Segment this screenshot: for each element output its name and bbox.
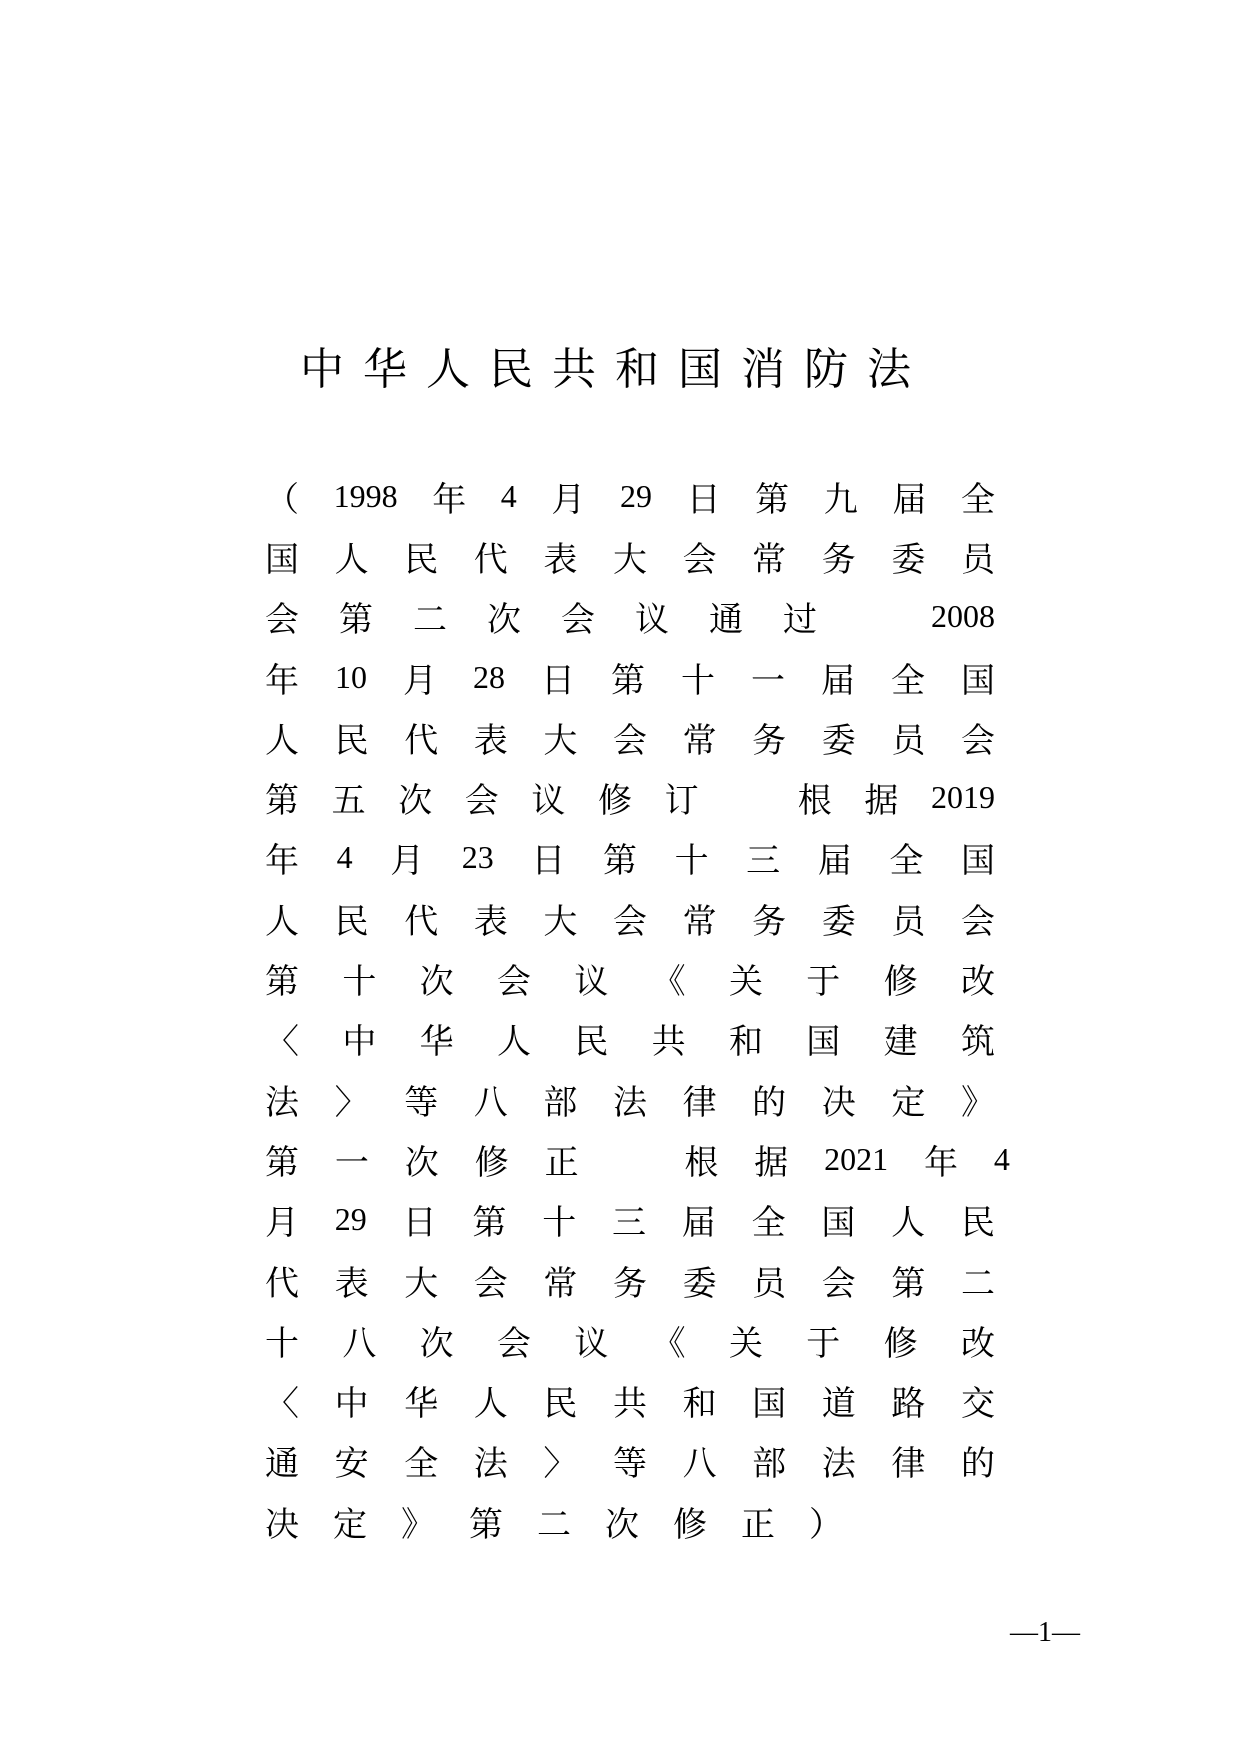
history-token: 法 xyxy=(473,1444,508,1485)
history-token: 次 xyxy=(404,1142,439,1183)
history-token: 和 xyxy=(728,1022,763,1063)
history-token: 国 xyxy=(265,539,299,580)
history-token: 律 xyxy=(891,1444,926,1485)
history-line xyxy=(265,948,995,1008)
history-token: 大 xyxy=(404,1263,439,1304)
history-token: 常 xyxy=(682,901,717,942)
history-token: 交 xyxy=(960,1384,995,1425)
history-token: 23 xyxy=(461,839,494,876)
history-token: 务 xyxy=(752,901,787,942)
history-token: 29 xyxy=(334,1201,367,1238)
history-token: 国 xyxy=(961,660,995,701)
history-token: 十 xyxy=(265,1323,299,1364)
history-token: 〉 xyxy=(334,1082,369,1123)
history-token: 据 xyxy=(754,1142,789,1183)
history-token: 会 xyxy=(612,901,647,942)
history-token: 》 xyxy=(960,1082,995,1123)
history-token: 人 xyxy=(496,1022,531,1063)
history-line xyxy=(265,888,995,948)
history-token: 2021 xyxy=(824,1140,889,1177)
history-token: （ xyxy=(265,479,299,520)
history-token: 10 xyxy=(335,658,367,695)
history-token: 委 xyxy=(821,720,856,761)
history-token: 会 xyxy=(496,962,531,1003)
history-token: 和 xyxy=(682,1384,717,1425)
history-token: 委 xyxy=(682,1263,717,1304)
history-token: 日 xyxy=(531,841,566,882)
history-token: 安 xyxy=(334,1444,369,1485)
history-token: 1998 xyxy=(333,477,398,514)
history-token: 月 xyxy=(265,1203,299,1244)
history-line xyxy=(265,466,995,526)
history-token: 民 xyxy=(404,539,439,580)
history-token: 〈 xyxy=(265,1022,299,1063)
history-token: 人 xyxy=(473,1384,508,1425)
history-line xyxy=(265,1491,995,1551)
history-token: 道 xyxy=(821,1384,856,1425)
history-token: 第 xyxy=(755,479,790,520)
history-token: 第 xyxy=(891,1263,926,1304)
history-token: 日 xyxy=(541,660,575,701)
history-token: 国 xyxy=(752,1384,787,1425)
history-token: 路 xyxy=(891,1384,926,1425)
history-token: 会 xyxy=(682,539,717,580)
history-line xyxy=(265,1190,995,1250)
history-token: 十 xyxy=(542,1203,577,1244)
history-token: 全 xyxy=(891,660,925,701)
history-token: 民 xyxy=(574,1022,609,1063)
history-token: 4 xyxy=(500,477,517,514)
history-token: 等 xyxy=(612,1444,647,1485)
history-line xyxy=(265,647,995,707)
history-line xyxy=(265,828,995,888)
history-token: 全 xyxy=(751,1203,786,1244)
history-token: 会 xyxy=(473,1263,508,1304)
history-token: 八 xyxy=(473,1082,508,1123)
history-token: 代 xyxy=(265,1263,299,1304)
history-token: 日 xyxy=(402,1203,437,1244)
history-token: 29 xyxy=(619,477,652,514)
history-token: 一 xyxy=(751,660,785,701)
history-token: 次 xyxy=(419,962,454,1003)
history-token: 二 xyxy=(537,1504,571,1545)
history-token: 法 xyxy=(612,1082,647,1123)
history-token: 表 xyxy=(473,720,508,761)
history-line xyxy=(265,526,995,586)
history-token: 修 xyxy=(883,1323,918,1364)
history-token: 月 xyxy=(390,841,425,882)
history-token: 律 xyxy=(682,1082,717,1123)
history-token: 共 xyxy=(651,1022,686,1063)
history-token: 国 xyxy=(960,841,995,882)
history-token: 部 xyxy=(752,1444,787,1485)
history-token: 常 xyxy=(543,1263,578,1304)
history-token: 委 xyxy=(891,539,926,580)
history-token: 》 xyxy=(401,1504,435,1545)
history-token: 员 xyxy=(891,901,926,942)
history-token: 华 xyxy=(419,1022,454,1063)
history-token: 华 xyxy=(404,1384,439,1425)
history-token: 改 xyxy=(960,962,995,1003)
history-token: 务 xyxy=(612,1263,647,1304)
history-token: 次 xyxy=(487,600,521,641)
history-token: 民 xyxy=(960,1203,995,1244)
history-token: 务 xyxy=(752,720,787,761)
history-token: 会 xyxy=(464,781,499,822)
history-token: 法 xyxy=(265,1082,299,1123)
history-token: 五 xyxy=(331,781,366,822)
legislative-history xyxy=(265,466,1010,1551)
history-token: 年 xyxy=(265,660,299,701)
history-token: 届 xyxy=(892,479,927,520)
history-token: 4 xyxy=(336,839,353,876)
history-token: 代 xyxy=(404,720,439,761)
history-token: ） xyxy=(809,1504,843,1545)
history-token: 三 xyxy=(611,1203,646,1244)
history-token: 年 xyxy=(265,841,299,882)
history-token: 表 xyxy=(334,1263,369,1304)
history-line xyxy=(265,1310,995,1370)
history-token: 民 xyxy=(334,720,369,761)
history-token: 修 xyxy=(883,962,918,1003)
history-line xyxy=(265,707,995,767)
history-token: 〈 xyxy=(265,1384,299,1425)
history-token: 的 xyxy=(960,1444,995,1485)
history-token: 全 xyxy=(404,1444,439,1485)
history-token: 于 xyxy=(806,962,841,1003)
history-token: 《 xyxy=(651,962,686,1003)
history-token: 二 xyxy=(413,600,447,641)
history-token: 第 xyxy=(339,600,373,641)
history-token: 据 xyxy=(864,781,899,822)
history-line xyxy=(265,1370,995,1430)
history-token: 八 xyxy=(682,1444,717,1485)
history-token: 4 xyxy=(993,1140,1010,1177)
history-token: 第 xyxy=(602,841,637,882)
history-line xyxy=(265,1009,995,1069)
history-token: 根 xyxy=(797,781,832,822)
history-token: 国 xyxy=(821,1203,856,1244)
history-token: 议 xyxy=(574,1323,609,1364)
history-token: 法 xyxy=(821,1444,856,1485)
history-token: 表 xyxy=(473,901,508,942)
history-token: 通 xyxy=(709,600,743,641)
history-token: 大 xyxy=(543,901,578,942)
history-token: 大 xyxy=(612,539,647,580)
history-token: 次 xyxy=(605,1504,639,1545)
history-line xyxy=(265,1129,1010,1189)
history-token: 九 xyxy=(823,479,858,520)
history-token: 通 xyxy=(265,1444,299,1485)
history-token: 第 xyxy=(265,962,299,1003)
history-token: 建 xyxy=(883,1022,918,1063)
history-token: 决 xyxy=(265,1504,299,1545)
history-token: 的 xyxy=(752,1082,787,1123)
history-token: 务 xyxy=(821,539,856,580)
history-token: 修 xyxy=(474,1142,509,1183)
history-token: 会 xyxy=(265,600,299,641)
history-token: 全 xyxy=(960,479,995,520)
history-token: 《 xyxy=(651,1323,686,1364)
history-token: 届 xyxy=(817,841,852,882)
history-token: 第 xyxy=(611,660,645,701)
history-token: 八 xyxy=(342,1323,377,1364)
history-token: 关 xyxy=(728,962,763,1003)
history-token: 届 xyxy=(821,660,855,701)
history-token: 第 xyxy=(469,1504,503,1545)
history-token: 定 xyxy=(333,1504,367,1545)
history-token: 根 xyxy=(684,1142,719,1183)
history-token: 修 xyxy=(597,781,632,822)
history-token: 筑 xyxy=(960,1022,995,1063)
history-token: 人 xyxy=(265,720,299,761)
history-token: 十 xyxy=(681,660,715,701)
history-token: 一 xyxy=(334,1142,369,1183)
history-token: 会 xyxy=(821,1263,856,1304)
history-token: 中 xyxy=(334,1384,369,1425)
history-token: 会 xyxy=(561,600,595,641)
history-token: 代 xyxy=(404,901,439,942)
history-token: 决 xyxy=(821,1082,856,1123)
history-token: 中 xyxy=(342,1022,377,1063)
history-token: 十 xyxy=(674,841,709,882)
history-token: 2008 xyxy=(931,598,995,635)
history-token: 全 xyxy=(889,841,924,882)
history-token: 定 xyxy=(891,1082,926,1123)
history-line xyxy=(265,1250,995,1310)
history-token: 会 xyxy=(960,901,995,942)
history-token: 修 xyxy=(673,1504,707,1545)
history-token: 正 xyxy=(741,1504,775,1545)
history-token: 次 xyxy=(419,1323,454,1364)
document-title: 中华人民共和国消防法 xyxy=(300,344,930,395)
history-token: 第 xyxy=(265,781,299,822)
history-token: 第 xyxy=(265,1142,299,1183)
history-token: 关 xyxy=(728,1323,763,1364)
history-token: 过 xyxy=(783,600,817,641)
history-token: 员 xyxy=(891,720,926,761)
history-token: 年 xyxy=(432,479,467,520)
history-token: 员 xyxy=(960,539,995,580)
history-token: 会 xyxy=(496,1323,531,1364)
history-line xyxy=(265,587,995,647)
history-token: 二 xyxy=(960,1263,995,1304)
history-token: 民 xyxy=(334,901,369,942)
history-token: 议 xyxy=(635,600,669,641)
history-token: 会 xyxy=(612,720,647,761)
history-token: 常 xyxy=(752,539,787,580)
history-token: 委 xyxy=(821,901,856,942)
history-token: 议 xyxy=(531,781,566,822)
history-token: 国 xyxy=(806,1022,841,1063)
history-token: 民 xyxy=(543,1384,578,1425)
history-token: 人 xyxy=(334,539,369,580)
history-token: 会 xyxy=(960,720,995,761)
history-token: 员 xyxy=(752,1263,787,1304)
history-token: 议 xyxy=(574,962,609,1003)
history-token: 月 xyxy=(403,660,437,701)
history-token: 改 xyxy=(960,1323,995,1364)
history-token: 三 xyxy=(746,841,781,882)
history-token: 年 xyxy=(924,1142,959,1183)
history-token: 2019 xyxy=(930,779,995,816)
history-line xyxy=(265,767,995,827)
history-token: 次 xyxy=(398,781,433,822)
history-token: 日 xyxy=(686,479,721,520)
history-token: 部 xyxy=(543,1082,578,1123)
history-token: 届 xyxy=(681,1203,716,1244)
history-token: 共 xyxy=(612,1384,647,1425)
history-token: 于 xyxy=(806,1323,841,1364)
history-token: 常 xyxy=(682,720,717,761)
history-token: 正 xyxy=(544,1142,579,1183)
history-token: 十 xyxy=(342,962,377,1003)
history-token: 大 xyxy=(543,720,578,761)
history-token: 表 xyxy=(543,539,578,580)
history-token: 等 xyxy=(404,1082,439,1123)
history-token: 第 xyxy=(472,1203,507,1244)
history-token: 人 xyxy=(891,1203,926,1244)
history-line xyxy=(265,1431,995,1491)
history-token: 人 xyxy=(265,901,299,942)
history-token: 订 xyxy=(664,781,699,822)
history-token: 〉 xyxy=(543,1444,578,1485)
history-token: 代 xyxy=(473,539,508,580)
history-line xyxy=(265,1069,995,1129)
history-token: 28 xyxy=(473,658,505,695)
page-number: —1— xyxy=(1010,1617,1080,1648)
history-token: 月 xyxy=(551,479,586,520)
